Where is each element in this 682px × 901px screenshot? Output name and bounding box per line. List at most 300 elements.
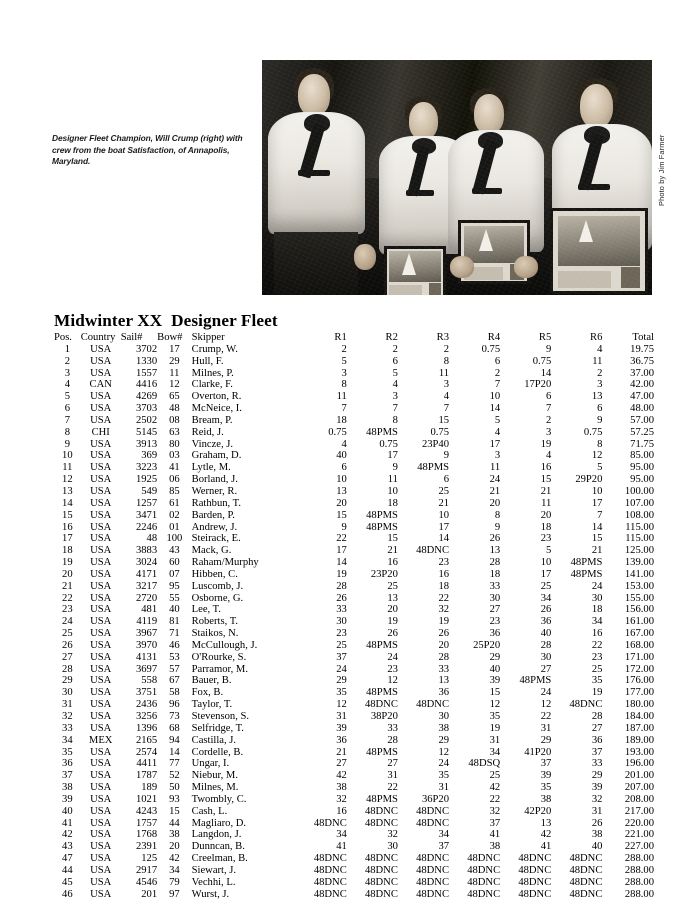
cell-r3: 22: [438, 592, 450, 604]
cell-r3: 0.75: [430, 426, 450, 438]
cell-country: USA: [90, 888, 112, 900]
cell-country: USA: [90, 711, 112, 722]
cell-pos: 12: [62, 474, 73, 486]
table-row: [54, 747, 654, 759]
cell-skipper: Cash, L.: [191, 805, 228, 817]
cell-sail: 1396: [135, 722, 158, 734]
cell-skipper: Werner, R.: [191, 485, 238, 497]
cell-r1: 30: [336, 616, 347, 628]
table-row: [54, 628, 654, 640]
col-header-skipper: Skipper: [191, 332, 225, 343]
cell-country: USA: [90, 509, 112, 521]
cell-skipper: Ungar, I.: [191, 758, 230, 770]
table-row: [54, 557, 654, 569]
cell-r6: 3: [597, 379, 603, 391]
cell-country: USA: [90, 462, 112, 474]
cell-r5: 29: [540, 734, 552, 746]
cell-r4: 10: [489, 391, 501, 403]
cell-r3: 17: [438, 521, 450, 533]
cell-r4: 48DNC: [467, 876, 501, 888]
cell-r6: 10: [591, 485, 603, 497]
cell-r1: 8: [341, 379, 347, 391]
cell-pos: 38: [62, 782, 73, 794]
cell-sail: 3883: [135, 545, 158, 557]
cell-total: 161.00: [624, 616, 654, 628]
cell-pos: 6: [64, 403, 70, 415]
table-row: [54, 403, 654, 415]
cell-r3: 48DNC: [416, 864, 450, 876]
cell-total: 48.00: [630, 403, 654, 415]
cell-r3: 24: [438, 758, 450, 770]
cell-country: USA: [90, 841, 112, 853]
cell-r5: 21: [540, 485, 552, 497]
cell-r4: 48DNC: [467, 888, 501, 900]
cell-r1: 0.75: [328, 426, 347, 438]
cell-sail: 48: [146, 533, 158, 545]
cell-pos: 15: [62, 509, 73, 521]
cell-country: USA: [90, 663, 112, 675]
cell-total: 177.00: [624, 687, 654, 699]
cell-country: USA: [90, 864, 112, 876]
cell-bow: 43: [169, 545, 180, 557]
cell-pos: 31: [62, 699, 73, 711]
cell-r2: 22: [387, 782, 398, 794]
cell-r5: 15: [540, 474, 552, 486]
cell-pos: 34: [62, 734, 73, 746]
cell-r1: 19: [336, 568, 347, 580]
cell-country: USA: [90, 580, 112, 592]
cell-r2: 6: [392, 355, 398, 367]
cell-country: USA: [90, 675, 112, 687]
cell-total: 288.00: [624, 853, 654, 865]
table-row: [54, 782, 654, 794]
cell-r5: 26: [540, 604, 552, 616]
cell-r1: 48DNC: [313, 853, 347, 865]
cell-r2: 25: [387, 580, 398, 592]
cell-skipper: Crump, W.: [191, 343, 238, 355]
table-row: [54, 427, 654, 439]
table-row: [54, 498, 654, 510]
cell-skipper: Raham/Murphy: [191, 557, 259, 569]
table-row: [54, 356, 654, 368]
cell-r3: 6: [443, 474, 450, 486]
cell-total: 155.00: [624, 592, 654, 604]
cell-total: 176.00: [624, 675, 654, 687]
cell-r4: 25P20: [473, 639, 501, 651]
cell-sail: 2165: [135, 734, 158, 746]
cell-total: 168.00: [624, 639, 654, 651]
cell-r2: 10: [387, 485, 398, 497]
cell-r5: 30: [540, 651, 552, 663]
table-row: [54, 664, 654, 676]
cell-r3: 48DNC: [416, 545, 450, 557]
cell-r2: 8: [392, 414, 398, 426]
cell-pos: 47: [62, 853, 73, 865]
cell-r3: 29: [438, 734, 450, 746]
cell-r6: 6: [597, 403, 603, 415]
cell-r5: 12: [540, 699, 552, 711]
cell-r6: 4: [597, 343, 603, 355]
cell-r6: 5: [597, 462, 603, 474]
cell-r5: 23: [540, 533, 552, 545]
cell-country: USA: [90, 817, 112, 829]
cell-skipper: Hibben, C.: [191, 568, 238, 580]
cell-r1: 29: [336, 675, 347, 687]
cell-sail: 3970: [135, 639, 158, 651]
cell-total: 184.00: [624, 711, 654, 722]
cell-r1: 21: [336, 746, 347, 758]
cell-bow: 96: [169, 699, 180, 711]
cell-r4: 38: [489, 841, 501, 853]
cell-r1: 48DNC: [313, 864, 347, 876]
cell-r6: 2: [597, 367, 603, 379]
cell-r2: 48DNC: [364, 888, 398, 900]
cell-bow: 38: [169, 829, 180, 841]
table-row: [54, 533, 654, 545]
cell-r5: 22: [540, 711, 552, 722]
cell-sail: 3471: [135, 509, 158, 521]
cell-pos: 24: [62, 616, 73, 628]
cell-bow: 46: [169, 639, 180, 651]
cell-r6: 19: [591, 687, 603, 699]
cell-skipper: Roberts, T.: [191, 616, 239, 628]
cell-r6: 23: [591, 651, 603, 663]
cell-sail: 3223: [135, 462, 158, 474]
cell-skipper: Lytle, M.: [191, 462, 231, 474]
cell-sail: 3703: [135, 403, 158, 415]
cell-bow: 01: [169, 521, 180, 533]
cell-pos: 13: [62, 485, 73, 497]
cell-r4: 48DNC: [467, 864, 501, 876]
cell-r3: 4: [443, 391, 450, 403]
cell-r6: 0.75: [583, 426, 603, 438]
cell-country: USA: [90, 758, 112, 770]
table-row: [54, 865, 654, 877]
cell-r3: 8: [443, 355, 450, 367]
cell-r5: 10: [540, 557, 552, 569]
cell-r6: 48DNC: [569, 888, 603, 900]
cell-bow: 15: [169, 805, 180, 817]
cell-r4: 48DSQ: [468, 758, 501, 770]
table-row: [54, 841, 654, 853]
cell-r3: 48PMS: [417, 462, 450, 474]
cell-total: 125.00: [624, 545, 654, 557]
cell-r2: 2: [392, 343, 398, 355]
cell-r3: 18: [438, 580, 450, 592]
cell-country: USA: [90, 414, 112, 426]
cell-r4: 35: [489, 711, 501, 722]
cell-r1: 7: [341, 403, 347, 415]
cell-r1: 10: [336, 474, 347, 486]
cell-skipper: Twombly, C.: [191, 793, 247, 805]
cell-r4: 20: [489, 497, 501, 509]
cell-r5: 48DNC: [518, 864, 552, 876]
cell-pos: 40: [62, 805, 73, 817]
cell-r3: 16: [438, 568, 450, 580]
cell-r1: 12: [336, 699, 347, 711]
cell-total: 220.00: [624, 817, 654, 829]
cell-r1: 11: [336, 391, 347, 403]
cell-r4: 2: [494, 367, 501, 379]
cell-r4: 29: [489, 651, 501, 663]
cell-r2: 23: [387, 663, 398, 675]
cell-bow: 44: [169, 817, 180, 829]
col-header-total: Total: [632, 332, 654, 343]
cell-r6: 29P20: [575, 474, 603, 486]
cell-r3: 31: [438, 782, 450, 794]
cell-r3: 2: [443, 343, 450, 355]
cell-skipper: Langdon, J.: [191, 829, 242, 841]
cell-sail: 2502: [135, 414, 158, 426]
cell-pos: 3: [64, 367, 70, 379]
cell-pos: 11: [62, 462, 73, 474]
cell-total: 221.00: [624, 829, 654, 841]
cell-r5: 14: [540, 367, 552, 379]
cell-r3: 48DNC: [416, 805, 450, 817]
cell-r6: 38: [591, 829, 603, 841]
cell-r1: 9: [341, 521, 347, 533]
cell-r1: 39: [336, 722, 347, 734]
cell-r6: 48DNC: [569, 699, 603, 711]
cell-r5: 9: [545, 343, 552, 355]
cell-r2: 9: [392, 462, 398, 474]
award-plaque-4: [550, 208, 648, 294]
cell-country: USA: [90, 474, 112, 486]
table-row: [54, 474, 654, 486]
cell-r3: 12: [438, 746, 450, 758]
cell-total: 100.00: [624, 485, 654, 497]
cell-r5: 5: [545, 545, 552, 557]
cell-country: USA: [90, 782, 112, 794]
cell-skipper: Vincze, J.: [191, 438, 234, 450]
cell-r1: 28: [336, 580, 347, 592]
table-row: [54, 368, 654, 380]
table-row: [54, 581, 654, 593]
col-header-sail: Sail#: [120, 332, 143, 343]
cell-r4: 6: [494, 355, 501, 367]
col-header-pos: Pos.: [54, 332, 72, 343]
cell-pos: 4: [64, 379, 70, 391]
cell-country: USA: [90, 438, 112, 450]
cell-skipper: Lee, T.: [191, 604, 221, 616]
cell-country: CAN: [89, 379, 112, 391]
results-table-head: [54, 332, 654, 344]
cell-pos: 30: [62, 687, 73, 699]
cell-r2: 27: [387, 758, 398, 770]
cell-bow: 08: [169, 414, 180, 426]
cell-r2: 30: [387, 841, 398, 853]
cell-pos: 10: [62, 450, 73, 462]
cell-r4: 11: [489, 462, 501, 474]
cell-country: USA: [90, 793, 112, 805]
cell-r3: 48DNC: [416, 888, 450, 900]
cell-total: 180.00: [624, 699, 654, 711]
cell-country: USA: [90, 639, 112, 651]
cell-skipper: Cordelle, B.: [191, 746, 244, 758]
cell-r4: 36: [489, 628, 501, 640]
cell-bow: 12: [169, 379, 180, 391]
cell-bow: 80: [169, 438, 180, 450]
col-header-r3: R3: [436, 332, 450, 343]
cell-sail: 1330: [135, 355, 158, 367]
cell-skipper: Rathbun, T.: [191, 497, 241, 509]
cell-pos: 43: [62, 841, 73, 853]
cell-country: USA: [90, 628, 112, 640]
cell-sail: 4243: [135, 805, 158, 817]
cell-country: USA: [90, 876, 112, 888]
cell-skipper: Andrew, J.: [191, 521, 238, 533]
cell-r3: 48DNC: [416, 817, 450, 829]
col-header-country: Country: [80, 332, 116, 343]
cell-r1: 34: [336, 829, 347, 841]
cell-bow: 03: [169, 450, 180, 462]
cell-r3: 26: [438, 628, 450, 640]
cell-sail: 3967: [135, 628, 158, 640]
cell-r2: 48PMS: [366, 509, 398, 521]
cell-r3: 14: [438, 533, 450, 545]
cell-bow: 93: [169, 793, 180, 805]
cell-skipper: Milnes, M.: [191, 782, 239, 794]
cell-country: USA: [90, 687, 112, 699]
cell-bow: 50: [169, 782, 180, 794]
cell-r5: 6: [545, 391, 552, 403]
cell-skipper: McCullough, J.: [191, 639, 258, 651]
cell-pos: 45: [62, 876, 73, 888]
cell-sail: 1787: [135, 770, 158, 782]
cell-sail: 3256: [135, 711, 158, 722]
cell-r5: 2: [545, 414, 552, 426]
cell-pos: 33: [62, 722, 73, 734]
cell-r6: 31: [591, 805, 603, 817]
cell-r3: 37: [438, 841, 450, 853]
cell-bow: 14: [169, 746, 180, 758]
cell-r4: 4: [494, 426, 501, 438]
cell-bow: 41: [169, 462, 180, 474]
cell-sail: 481: [141, 604, 158, 616]
cell-bow: 68: [169, 722, 180, 734]
cell-r6: 32: [591, 793, 603, 805]
cell-r6: 28: [591, 711, 603, 722]
cell-r1: 4: [341, 438, 347, 450]
cell-total: 196.00: [624, 758, 654, 770]
cell-skipper: Mack, G.: [191, 545, 232, 557]
cell-skipper: Reid, J.: [191, 426, 224, 438]
cell-r5: 25: [540, 580, 552, 592]
cell-r1: 33: [336, 604, 347, 616]
cell-bow: 60: [169, 557, 180, 569]
cell-pos: 26: [62, 639, 73, 651]
cell-skipper: O'Rourke, S.: [191, 651, 247, 663]
cell-total: 85.00: [630, 450, 654, 462]
cell-country: USA: [90, 521, 112, 533]
cell-r5: 48PMS: [519, 675, 552, 687]
cell-r5: 41: [540, 841, 552, 853]
table-header-row: [54, 332, 654, 344]
cell-total: 208.00: [624, 793, 654, 805]
cell-skipper: Creelman, B.: [191, 853, 248, 865]
cell-total: 171.00: [624, 651, 654, 663]
cell-r2: 18: [387, 497, 398, 509]
cell-r2: 48DNC: [364, 853, 398, 865]
cell-r1: 32: [336, 793, 347, 805]
cell-r6: 13: [591, 391, 603, 403]
table-row: [54, 569, 654, 581]
cell-bow: 94: [169, 734, 180, 746]
cell-country: USA: [90, 616, 112, 628]
cell-skipper: Wurst, J.: [191, 888, 230, 900]
cell-r5: 7: [545, 403, 552, 415]
cell-bow: 02: [169, 509, 180, 521]
col-header-r4: R4: [487, 332, 501, 343]
cell-r3: 3: [443, 379, 450, 391]
cell-total: 167.00: [624, 628, 654, 640]
cell-r6: 15: [591, 533, 603, 545]
cell-r1: 13: [336, 485, 347, 497]
cell-r4: 37: [489, 817, 501, 829]
cell-total: 36.75: [630, 355, 654, 367]
cell-pos: 25: [62, 628, 73, 640]
cell-r2: 48DNC: [364, 817, 398, 829]
cell-country: USA: [90, 746, 112, 758]
cell-sail: 3913: [135, 438, 158, 450]
cell-r2: 21: [387, 545, 398, 557]
cell-pos: 5: [64, 391, 70, 403]
cell-r4: 23: [489, 616, 501, 628]
cell-r5: 42: [540, 829, 552, 841]
cell-r4: 31: [489, 734, 501, 746]
cell-country: USA: [90, 391, 112, 403]
cell-r6: 27: [591, 722, 603, 734]
cell-total: 57.00: [630, 414, 654, 426]
cell-skipper: Taylor, T.: [191, 699, 233, 711]
table-row: [54, 450, 654, 462]
cell-r4: 24: [489, 474, 501, 486]
cell-bow: 53: [169, 651, 180, 663]
table-row: [54, 758, 654, 770]
table-row: [54, 462, 654, 474]
cell-r6: 30: [591, 592, 603, 604]
cell-r6: 21: [591, 545, 603, 557]
cell-pos: 14: [62, 497, 73, 509]
cell-pos: 23: [62, 604, 73, 616]
cell-r1: 48DNC: [313, 876, 347, 888]
table-row: [54, 510, 654, 522]
cell-r1: 18: [336, 414, 347, 426]
table-row: [54, 522, 654, 534]
cell-country: USA: [90, 403, 112, 415]
cell-country: USA: [90, 651, 112, 663]
cell-r6: 16: [591, 628, 603, 640]
cell-r2: 24: [387, 651, 398, 663]
cell-r3: 23P40: [421, 438, 450, 450]
cell-r3: 19: [438, 616, 450, 628]
cell-skipper: Milnes, P.: [191, 367, 234, 379]
cell-r5: 27: [540, 663, 552, 675]
cell-r5: 42P20: [524, 805, 552, 817]
results-table: [54, 332, 654, 901]
cell-r5: 36: [540, 616, 552, 628]
cell-skipper: Siewart, J.: [191, 864, 237, 876]
cell-total: 37.00: [630, 367, 654, 379]
cell-r5: 40: [540, 628, 552, 640]
cell-bow: 57: [169, 663, 180, 675]
table-row: [54, 344, 654, 356]
cell-r4: 7: [494, 379, 501, 391]
award-photograph: [262, 60, 652, 295]
cell-r5: 38: [540, 793, 552, 805]
cell-pos: 20: [62, 568, 73, 580]
cell-total: 187.00: [624, 722, 654, 734]
